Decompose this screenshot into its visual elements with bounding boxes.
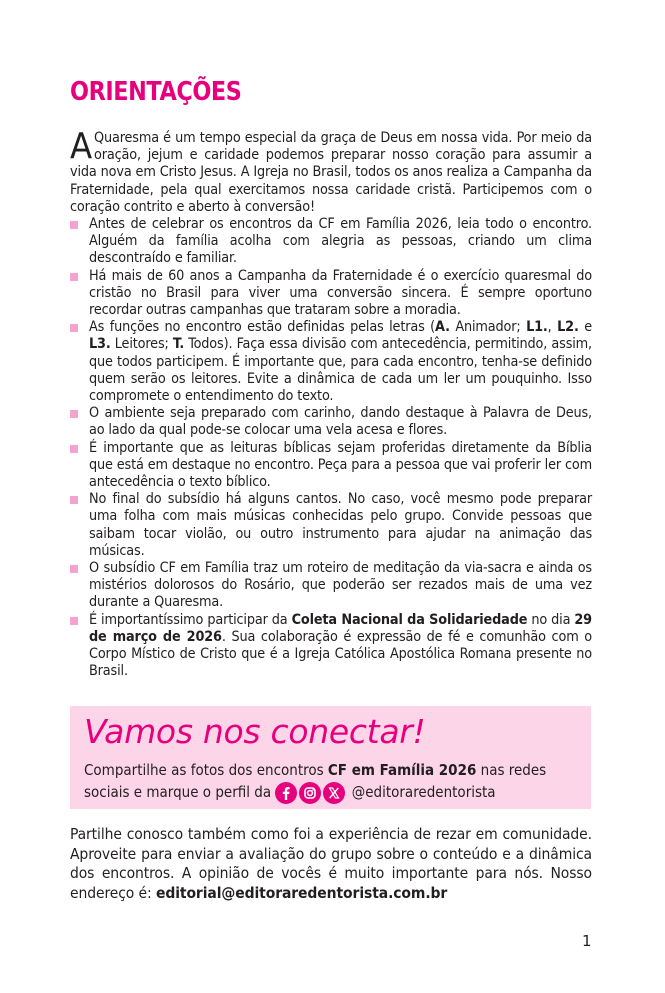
intro-paragraph xyxy=(70,126,592,216)
connect-title: Vamos nos conectar! xyxy=(84,712,426,751)
list-item: O ambiente seja preparado com carinho, dando destaque à Palavra de Deus, ao lado da qual pode-se colocar uma vela acesa e flores. xyxy=(70,405,592,439)
outro-paragraph: Partilhe conosco também como foi a experiência de rezar em comunidade. Aproveite para enviar a avaliação do grupo sobre o conteúdo e a dinâmica dos encontros. A opinião de vocês é muito importante para nós. Nosso endereço é: editorial@editoraredentorista.com.br xyxy=(70,825,592,902)
square-bullet-icon xyxy=(70,221,78,229)
list-item: É importantíssimo participar da Coleta Nacional da Solidariedade no dia 29 de março de 2026. Sua colaboração é expressão de fé e comunhão com o Corpo Místico de Cristo que é a Igreja Católica Apostólica Romana presente no Brasil. xyxy=(70,612,592,681)
instagram-icon[interactable] xyxy=(299,782,321,804)
orientations-body xyxy=(70,126,592,681)
orientations-list xyxy=(70,216,592,680)
square-bullet-icon xyxy=(70,273,78,281)
list-item: O subsídio CF em Família traz um roteiro de meditação da via-sacra e ainda os mistérios dolorosos do Rosário, que poderão ser rezados mais de uma vez durante a Quaresma. xyxy=(70,560,592,612)
list-item: As funções no encontro estão definidas pelas letras (A. Animador; L1., L2. e L3. Leitores; T. Todos). Faça essa divisão com antecedência, permitindo, assim, que todos participem. É importante que, para cada encontro, tenha-se definido quem serão os leitores. Evite a dinâmica de cada um ler um pouquinho. Isso compromete o entendimento do texto. xyxy=(70,319,592,405)
square-bullet-icon xyxy=(70,565,78,573)
square-bullet-icon xyxy=(70,324,78,332)
contact-email[interactable]: editorial@editoraredentorista.com.br xyxy=(155,883,448,902)
list-item: Antes de celebrar os encontros da CF em Família 2026, leia todo o encontro. Alguém da família acolha com alegria as pessoas, criando um clima descontraído e familiar. xyxy=(70,216,592,268)
square-bullet-icon xyxy=(70,410,78,418)
page-number: 1 xyxy=(582,932,592,950)
list-item: No final do subsídio há alguns cantos. No caso, você mesmo pode preparar uma folha com mais músicas conhecidas pelo grupo. Convide pessoas que saibam tocar violão, ou outro instrumento para ajudar na animação das músicas. xyxy=(70,491,592,560)
connect-box xyxy=(70,706,591,809)
square-bullet-icon xyxy=(70,617,78,625)
list-item: É importante que as leituras bíblicas sejam proferidas diretamente da Bíblia que está em destaque no encontro. Peça para a pessoa que vai proferir ler com antecedência o texto bíblico. xyxy=(70,440,592,492)
page-title: ORIENTAÇÕES xyxy=(70,77,242,107)
drop-cap: A xyxy=(70,126,92,167)
profile-handle[interactable]: @editoraredentorista xyxy=(351,783,496,801)
square-bullet-icon xyxy=(70,496,78,504)
intro-text: Quaresma é um tempo especial da graça de Deus em nossa vida. Por meio da oração, jejum e caridade podemos preparar nosso coração para assumir a vida nova em Cristo Jesus. A Igreja no Brasil, todos os anos realiza a Campanha da Fraternidade, pela qual exercitamos nossa caridade cristã. Participemos com o coração contrito e aberto à conversão! xyxy=(70,130,592,215)
square-bullet-icon xyxy=(70,445,78,453)
list-item: Há mais de 60 anos a Campanha da Fraternidade é o exercício quaresmal do cristão no Brasil para viver uma conversão sincera. É sempre oportuno recordar outras campanhas que trataram sobre a moradia. xyxy=(70,268,592,320)
facebook-icon[interactable] xyxy=(275,782,297,804)
connect-text: Compartilhe as fotos dos encontros CF em Família 2026 nas redes sociais e marque o perfil da @editoraredentorista xyxy=(84,759,579,804)
x-icon[interactable] xyxy=(323,782,345,804)
